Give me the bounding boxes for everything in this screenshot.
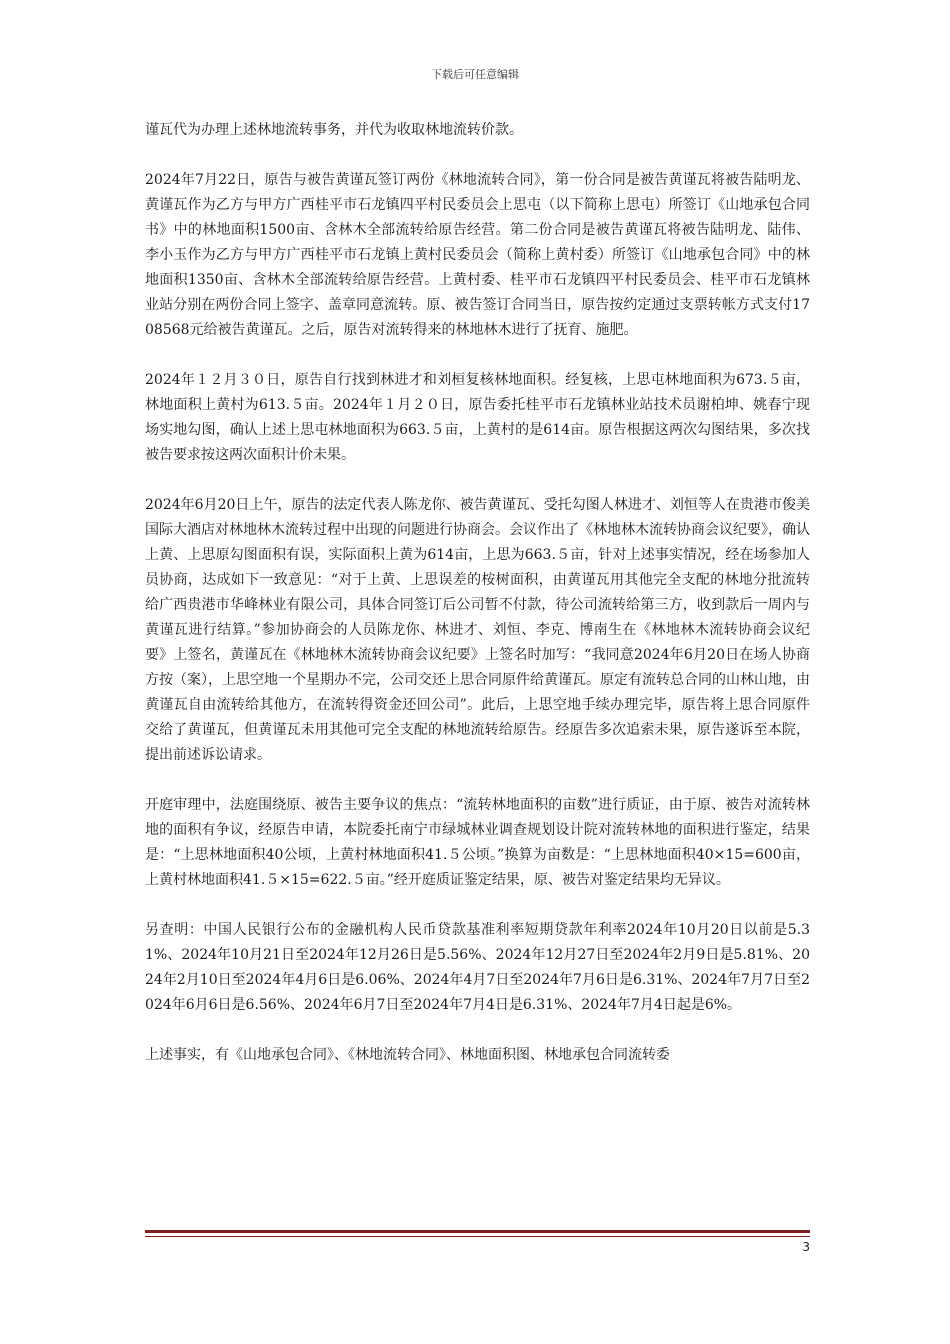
page-header: 下载后可任意编辑: [431, 68, 519, 81]
paragraph: 开庭审理中，法庭围绕原、被告主要争议的焦点：“流转林地面积的亩数”进行质证，由于原、被告对流转林地的面积有争议，经原告申请，本院委托南宁市绿城林业调查规划设计院对流转林地的面积进行鉴定，结果是：“上思林地面积40公顷，上黄村林地面积41.５公顷。”换算为亩数是：“上思林地面积40×15=600亩，上黄村林地面积41.５×15=622.５亩。”经开庭质证鉴定结果，原、被告对鉴定结果均无异议。: [145, 797, 810, 888]
paragraph: 另查明：中国人民银行公布的金融机构人民币贷款基准利率短期贷款年利率2024年10月20日以前是5.31%、2024年10月21日至2024年12月26日是5.56%、2024年12月27日至2024年2月9日是5.81%、2024年2月10日至2024年4月6日是6.06%、2024年4月7日至2024年7月6日是6.31%、2024年7月7日至2024年6月6日是6.56%、2024年6月7日至2024年7月4日是6.31%、2024年7月4日起是6%。: [145, 922, 810, 1013]
paragraph: 2024年7月22日，原告与被告黄谨瓦签订两份《林地流转合同》，第一份合同是被告黄谨瓦将被告陆明龙、黄谨瓦作为乙方与甲方广西桂平市石龙镇四平村民委员会上思屯（以下简称上思屯）所签订《山地承包合同书》中的林地面积1500亩、含林木全部流转给原告经营。第二份合同是被告黄谨瓦将被告陆明龙、陆伟、李小玉作为乙方与甲方广西桂平市石龙镇上黄村民委员会（简称上黄村委）所签订《山地承包合同》中的林地面积1350亩、含林木全部流转给原告经营。上黄村委、桂平市石龙镇四平村民委员会、桂平市石龙镇林业站分别在两份合同上签字、盖章同意流转。原、被告签订合同当日，原告按约定通过支票转帐方式支付1708568元给被告黄谨瓦。之后，原告对流转得来的林地林木进行了抚育、施肥。: [145, 172, 810, 338]
paragraph: 2024年6月20日上午，原告的法定代表人陈龙你、被告黄谨瓦、受托勾图人林进才、刘恒等人在贵港市俊美国际大酒店对林地林木流转过程中出现的问题进行协商会。会议作出了《林地林木流转协商会议纪要》，确认上黄、上思原勾图面积有误，实际面积上黄为614亩，上思为663.５亩，针对上述事实情况，经在场参加人员协商，达成如下一致意见：“对于上黄、上思误差的桉树面积，由黄谨瓦用其他完全支配的林地分批流转给广西贵港市华峰林业有限公司，具体合同签订后公司暂不付款，待公司流转给第三方，收到款后一周内与黄谨瓦进行结算。”参加协商会的人员陈龙你、林进才、刘恒、李克、博南生在《林地林木流转协商会议纪要》上签名，黄谨瓦在《林地林木流转协商会议纪要》上签名时加写：“我同意2024年6月20日在场人协商方按（案），上思空地一个星期办不完，公司交还上思合同原件给黄谨瓦。原定有流转总合同的山林山地，由黄谨瓦自由流转给其他方，在流转得资金还回公司”。此后，上思空地手续办理完毕，原告将上思合同原件交给了黄谨瓦，但黄谨瓦未用其他可完全支配的林地流转给原告。经原告多次追索未果，原告遂诉至本院，提出前述诉讼请求。: [145, 497, 810, 763]
document-body: [145, 118, 810, 1068]
paragraph: 上述事实，有《山地承包合同》、《林地流转合同》、林地面积图、林地承包合同流转委: [145, 1047, 670, 1063]
page-number: 3: [802, 1240, 810, 1254]
footer-rule-thin: [145, 1236, 810, 1237]
paragraph: 谨瓦代为办理上述林地流转事务，并代为收取林地流转价款。: [145, 122, 523, 138]
paragraph: 2024年１２月３０日，原告自行找到林进才和刘桓复核林地面积。经复核，上思屯林地面积为673.５亩，林地面积上黄村为613.５亩。2024年１月２０日，原告委托桂平市石龙镇林业站技术员谢柏坤、姚春宁现场实地勾图，确认上述上思屯林地面积为663.５亩，上黄村的是614亩。原告根据这两次勾图结果，多次找被告要求按这两次面积计价未果。: [145, 372, 810, 463]
footer-rule-thick: [145, 1230, 810, 1233]
